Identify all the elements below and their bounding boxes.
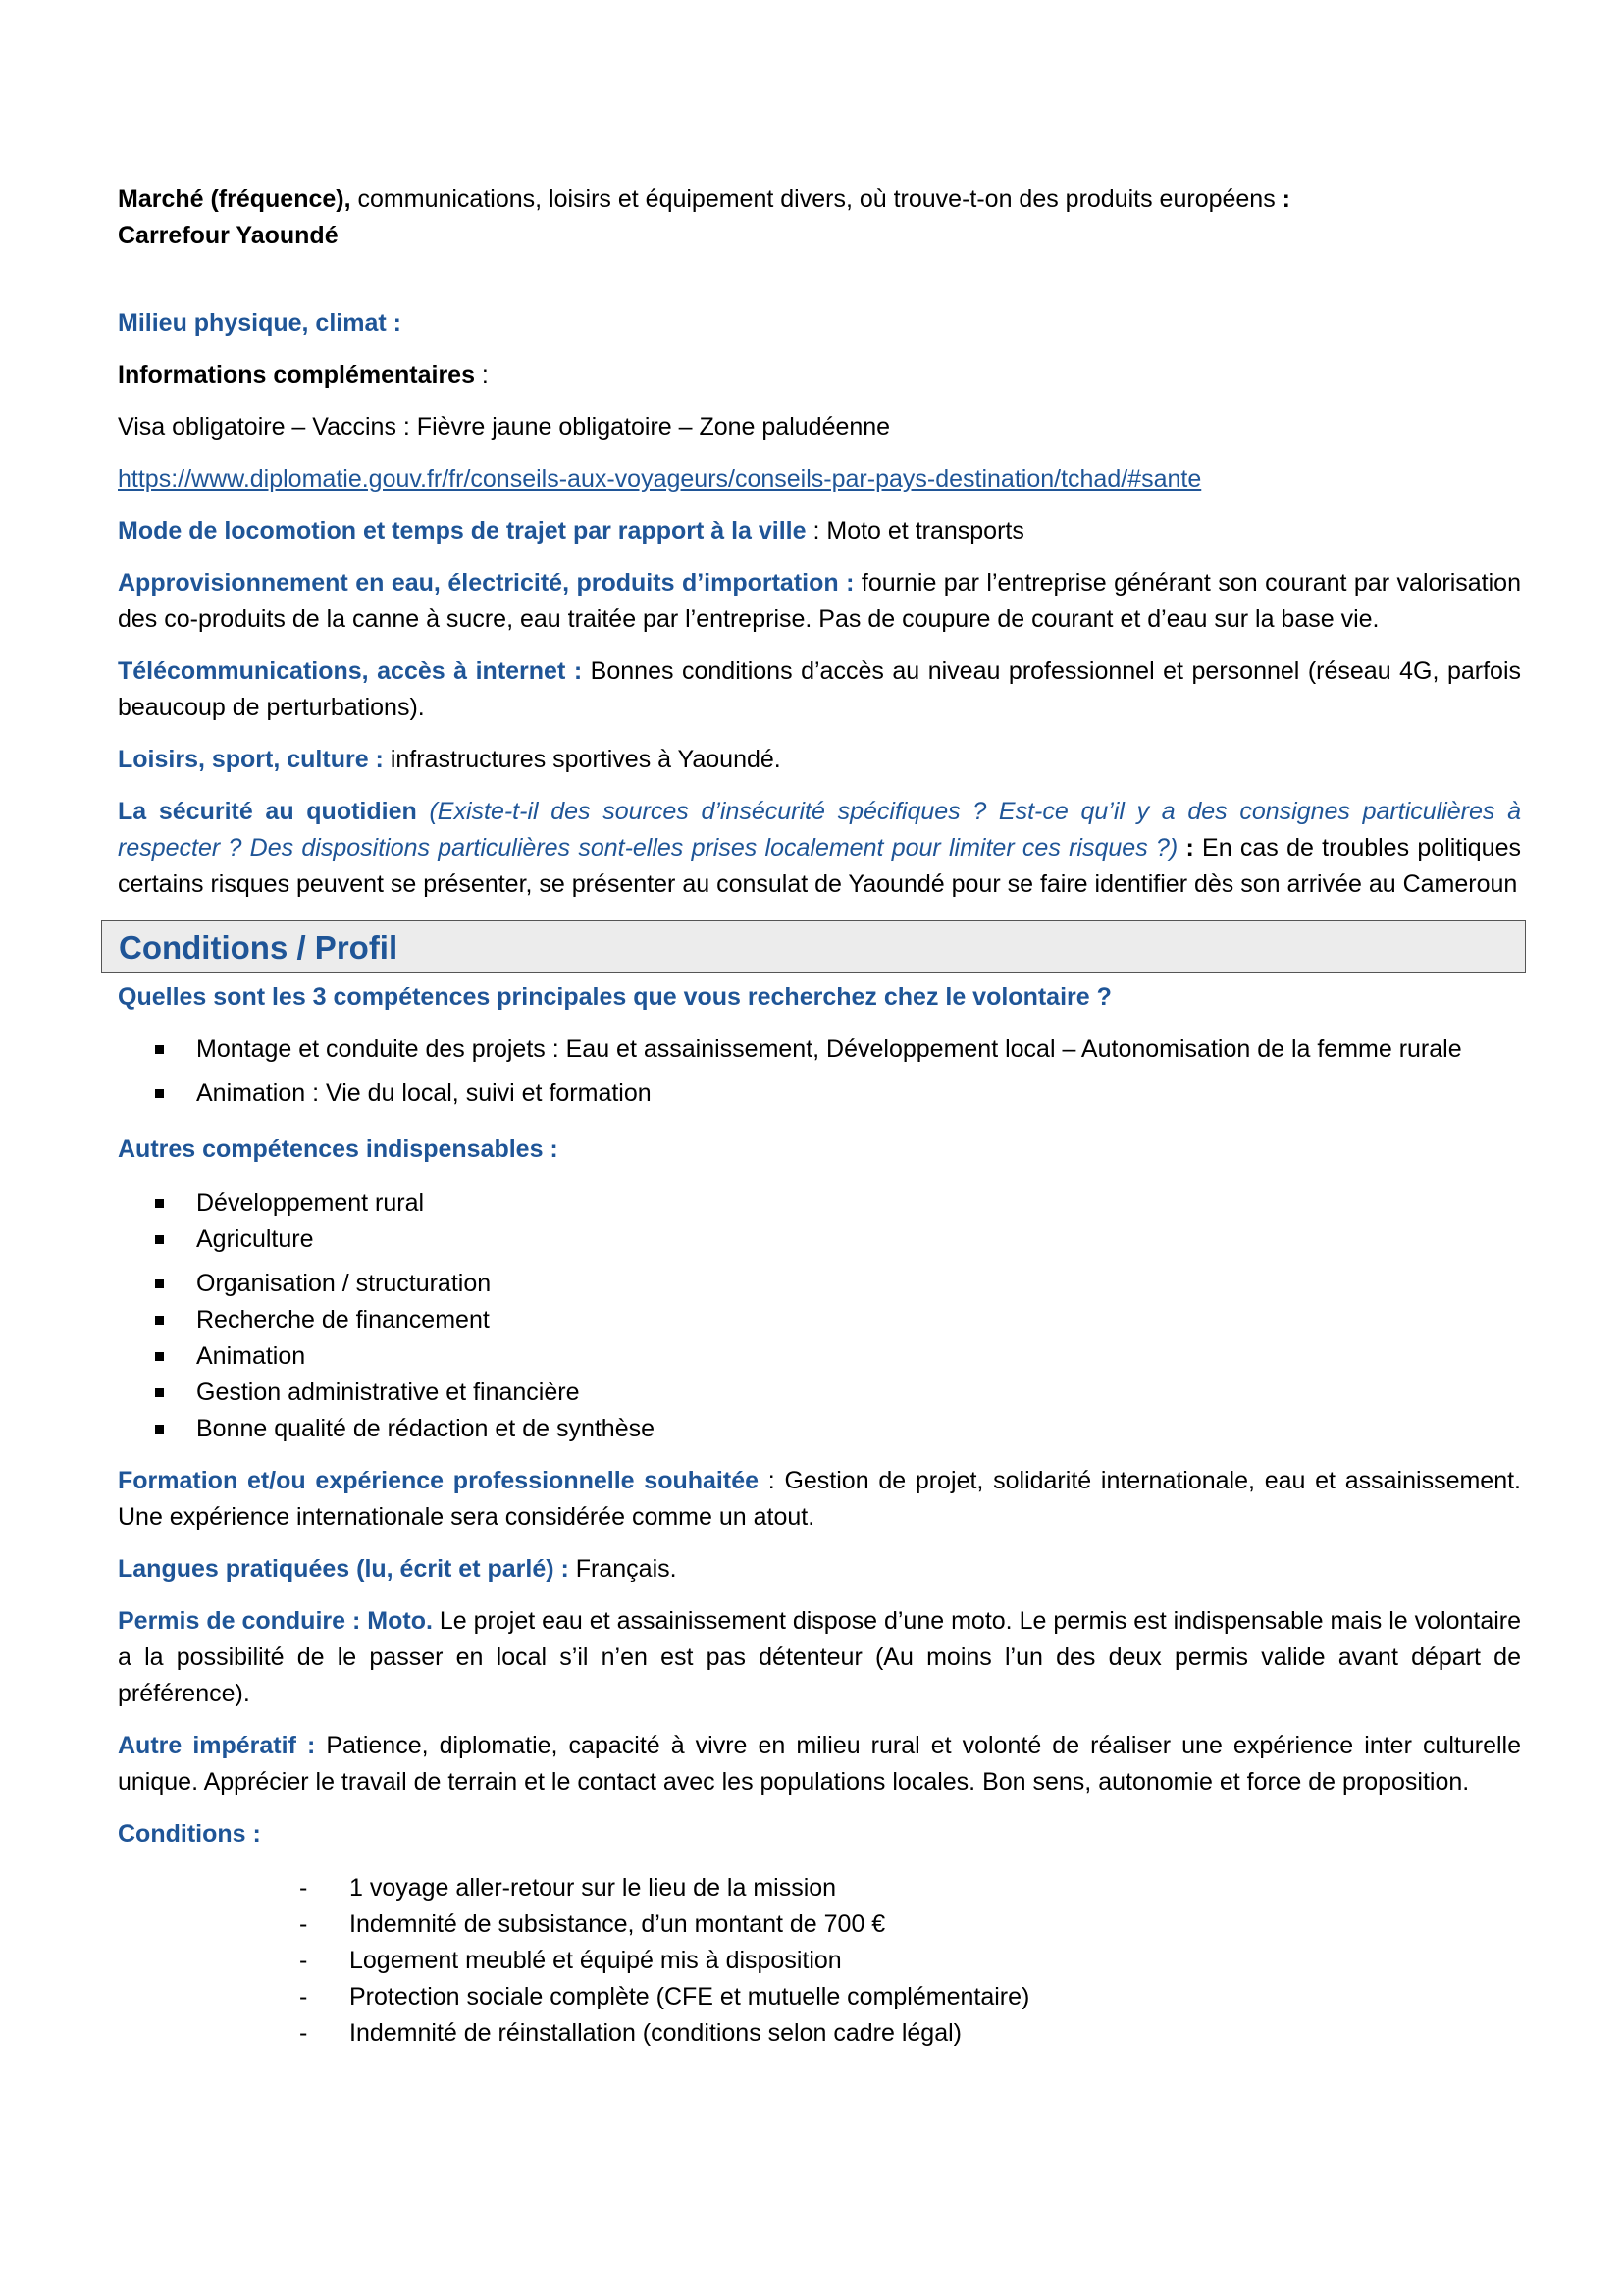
bullet-square-icon [155, 1279, 164, 1288]
dash-bullet-icon: - [299, 1910, 308, 1938]
list-item [118, 1302, 1521, 1338]
langues-label: Langues pratiquées (lu, écrit et parlé) : [118, 1555, 569, 1583]
list-item [118, 1222, 1521, 1258]
formation-paragraph [118, 1463, 1521, 1536]
telecom-paragraph [118, 653, 1521, 726]
securite-label: La sécurité au quotidien [118, 798, 417, 825]
list-item [118, 1075, 1521, 1112]
list-item-text: Développement rural [196, 1189, 425, 1217]
approvisionnement-label: Approvisionnement en eau, électricité, produits d’importation : [118, 569, 855, 597]
dash-bullet-icon: - [299, 1874, 308, 1902]
bullet-square-icon [155, 1045, 164, 1054]
list-item-text: Indemnité de réinstallation (conditions selon cadre légal) [349, 2019, 962, 2047]
marche-colon: : [1282, 185, 1290, 213]
list-item [118, 1185, 1521, 1222]
approvisionnement-paragraph [118, 565, 1521, 638]
dash-bullet-icon: - [299, 1947, 308, 1974]
marche-answer: Carrefour Yaoundé [118, 222, 339, 249]
locomotion-paragraph [118, 513, 1521, 549]
list-item-text: Logement meublé et équipé mis à disposition [349, 1947, 842, 1974]
list-item [118, 2015, 1521, 2052]
list-item-text: Bonne qualité de rédaction et de synthèse [196, 1415, 655, 1442]
autres-list [118, 1185, 1521, 1447]
securite-question: (Existe-t-il des sources d’insécurité spécifiques ? Est-ce qu’il y a des consignes particulières à respecter ? Des dispositions particulières sont-elles prises localement pour limiter ces risques ?) [118, 798, 1521, 861]
dash-bullet-icon: - [299, 2019, 308, 2047]
securite-paragraph [118, 794, 1521, 903]
loisirs-label: Loisirs, sport, culture : [118, 746, 384, 773]
dash-bullet-icon: - [299, 1983, 308, 2010]
section-header-box [101, 920, 1526, 973]
list-item [118, 1266, 1521, 1302]
milieu-heading: Milieu physique, climat : [118, 309, 401, 337]
list-item [118, 1906, 1521, 1943]
bullet-square-icon [155, 1352, 164, 1361]
infos-paragraph [118, 357, 1521, 393]
formation-text: : Gestion de projet, solidarité internationale, eau et assainissement. Une expérience internationale sera considérée comme un atout. [118, 1467, 1521, 1531]
bullet-square-icon [155, 1388, 164, 1397]
list-item [118, 1979, 1521, 2015]
loisirs-paragraph [118, 742, 1521, 778]
permis-text: Le projet eau et assainissement dispose d’une moto. Le permis est indispensable mais le volontaire a la possibilité de le passer en local s’il n’en est pas détenteur (Au moins l’un des deux permis valide avant départ de préférence). [118, 1607, 1522, 1707]
securite-text: En cas de troubles politiques certains risques peuvent se présenter, se présenter au consulat de Yaoundé pour se faire identifier dès son arrivée au Cameroun [118, 834, 1521, 898]
marche-text: communications, loisirs et équipement divers, où trouve-t-on des produits européens [350, 185, 1283, 213]
imperatif-paragraph [118, 1728, 1521, 1800]
list-item [118, 1943, 1521, 1979]
section-title: Conditions / Profil [119, 928, 398, 965]
list-item-text: Gestion administrative et financière [196, 1379, 580, 1406]
marche-paragraph [118, 182, 1521, 254]
competences-heading: Quelles sont les 3 compétences principales que vous recherchez chez le volontaire ? [118, 983, 1112, 1011]
infos-label: Informations complémentaires [118, 361, 475, 389]
infos-link-paragraph [118, 461, 1521, 497]
langues-paragraph [118, 1551, 1521, 1588]
bullet-square-icon [155, 1316, 164, 1325]
formation-label: Formation et/ou expérience professionnelle souhaitée [118, 1467, 760, 1494]
list-item-text: Organisation / structuration [196, 1270, 492, 1297]
langues-text: Français. [568, 1555, 677, 1583]
imperatif-text: Patience, diplomatie, capacité à vivre en milieu rural et volonté de réaliser une expérience inter culturelle unique. Apprécier le travail de terrain et le contact avec les populations locales. Bon sens, autonomie et force de proposition. [118, 1732, 1521, 1796]
autres-heading: Autres compétences indispensables : [118, 1135, 558, 1163]
approvisionnement-text: fournie par l’entreprise générant son courant par valorisation des co-produits de la canne à sucre, eau traitée par l’entreprise. Pas de coupure de courant et d’eau sur la base vie. [118, 569, 1521, 633]
sante-link[interactable]: https://www.diplomatie.gouv.fr/fr/conseils-aux-voyageurs/conseils-par-pays-destination/tchad/#sante [118, 465, 1202, 493]
permis-paragraph [118, 1603, 1521, 1712]
bullet-square-icon [155, 1425, 164, 1434]
conditions-heading: Conditions : [118, 1820, 261, 1848]
bullet-square-icon [155, 1089, 164, 1098]
infos-text: Visa obligatoire – Vaccins : Fièvre jaune obligatoire – Zone paludéenne [118, 413, 891, 441]
list-item-text: Indemnité de subsistance, d’un montant de 700 € [349, 1910, 886, 1938]
list-item [118, 1411, 1521, 1447]
list-item [118, 1031, 1521, 1068]
marche-label: Marché (fréquence), [118, 185, 351, 213]
list-item-text: Animation : Vie du local, suivi et formation [196, 1079, 652, 1107]
list-item [118, 1338, 1521, 1375]
locomotion-text: : Moto et transports [806, 517, 1024, 545]
list-item-text: Agriculture [196, 1226, 314, 1253]
bullet-square-icon [155, 1235, 164, 1244]
securite-colon: : [1178, 834, 1194, 861]
list-item [118, 1375, 1521, 1411]
infos-suffix: : [474, 361, 489, 389]
list-item-text: 1 voyage aller-retour sur le lieu de la mission [349, 1874, 837, 1902]
list-item-text: Montage et conduite des projets : Eau et assainissement, Développement local – Autonomisation de la femme rurale [196, 1035, 1462, 1063]
locomotion-label: Mode de locomotion et temps de trajet par rapport à la ville [118, 517, 807, 545]
conditions-list [118, 1870, 1521, 2052]
document-page [118, 182, 1521, 2052]
list-item-text: Animation [196, 1342, 306, 1370]
imperatif-label: Autre impératif : [118, 1732, 316, 1759]
permis-label: Permis de conduire : Moto. [118, 1607, 433, 1635]
telecom-label: Télécommunications, accès à internet : [118, 657, 583, 685]
telecom-text: Bonnes conditions d’accès au niveau professionnel et personnel (réseau 4G, parfois beaucoup de perturbations). [118, 657, 1522, 721]
list-item-text: Recherche de financement [196, 1306, 490, 1333]
list-item [118, 1870, 1521, 1906]
list-item-text: Protection sociale complète (CFE et mutuelle complémentaire) [349, 1983, 1030, 2010]
loisirs-text: infrastructures sportives à Yaoundé. [383, 746, 781, 773]
competences-list [118, 1031, 1521, 1112]
bullet-square-icon [155, 1199, 164, 1208]
